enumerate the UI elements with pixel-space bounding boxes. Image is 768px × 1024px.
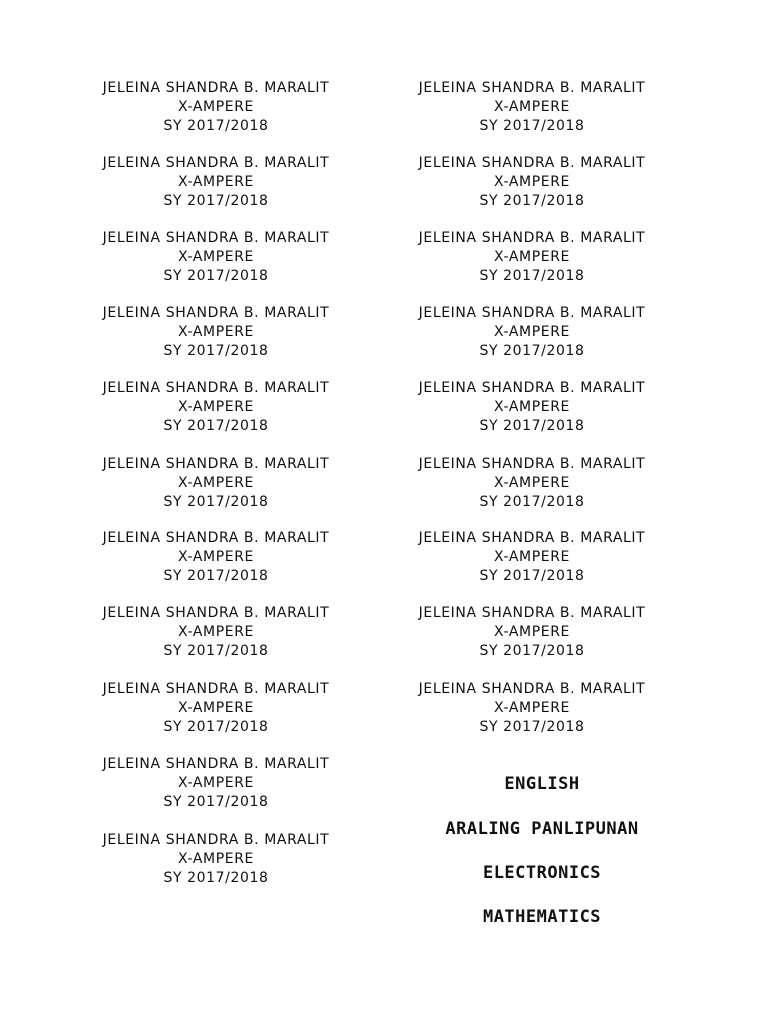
school-year: SY 2017/2018 [163,568,269,584]
section-name: X-AMPERE [178,99,254,115]
name-label [66,379,366,436]
section-name: X-AMPERE [494,475,570,491]
section-name: X-AMPERE [494,324,570,340]
student-name: JELEINA SHANDRA B. MARALIT [102,456,330,472]
student-name: JELEINA SHANDRA B. MARALIT [418,230,646,246]
school-year: SY 2017/2018 [479,193,585,209]
student-name: JELEINA SHANDRA B. MARALIT [418,530,646,546]
student-name: JELEINA SHANDRA B. MARALIT [102,681,330,697]
school-year: SY 2017/2018 [479,568,585,584]
school-year: SY 2017/2018 [163,794,269,810]
name-label [382,79,682,136]
school-year: SY 2017/2018 [479,719,585,735]
student-name: JELEINA SHANDRA B. MARALIT [418,305,646,321]
school-year: SY 2017/2018 [479,268,585,284]
student-name: JELEINA SHANDRA B. MARALIT [102,80,330,96]
section-name: X-AMPERE [178,174,254,190]
school-year: SY 2017/2018 [163,418,269,434]
student-name: JELEINA SHANDRA B. MARALIT [418,155,646,171]
name-label [66,680,366,737]
subject-label: ELECTRONICS [482,863,602,883]
student-name: JELEINA SHANDRA B. MARALIT [418,456,646,472]
student-name: JELEINA SHANDRA B. MARALIT [102,756,330,772]
name-label [382,154,682,211]
section-name: X-AMPERE [178,624,254,640]
student-name: JELEINA SHANDRA B. MARALIT [102,305,330,321]
name-label [66,229,366,286]
section-name: X-AMPERE [494,549,570,565]
section-name: X-AMPERE [178,324,254,340]
section-name: X-AMPERE [178,700,254,716]
student-name: JELEINA SHANDRA B. MARALIT [102,230,330,246]
section-name: X-AMPERE [178,775,254,791]
student-name: JELEINA SHANDRA B. MARALIT [102,155,330,171]
name-label [382,229,682,286]
student-name: JELEINA SHANDRA B. MARALIT [102,530,330,546]
school-year: SY 2017/2018 [479,118,585,134]
section-name: X-AMPERE [494,174,570,190]
name-label [382,379,682,436]
school-year: SY 2017/2018 [163,719,269,735]
school-year: SY 2017/2018 [163,870,269,886]
section-name: X-AMPERE [494,99,570,115]
name-label [382,604,682,661]
name-label [382,304,682,361]
name-label [66,154,366,211]
section-name: X-AMPERE [178,399,254,415]
school-year: SY 2017/2018 [479,418,585,434]
school-year: SY 2017/2018 [163,343,269,359]
student-name: JELEINA SHANDRA B. MARALIT [418,681,646,697]
subject-label: ARALING PANLIPUNAN [445,819,639,839]
student-name: JELEINA SHANDRA B. MARALIT [102,380,330,396]
school-year: SY 2017/2018 [163,268,269,284]
school-year: SY 2017/2018 [479,643,585,659]
name-label [66,455,366,512]
student-name: JELEINA SHANDRA B. MARALIT [102,605,330,621]
name-label [66,529,366,586]
name-label [66,755,366,812]
section-name: X-AMPERE [178,475,254,491]
student-name: JELEINA SHANDRA B. MARALIT [418,380,646,396]
name-label [66,304,366,361]
name-label [382,680,682,737]
name-label [66,604,366,661]
section-name: X-AMPERE [494,700,570,716]
subject-label: ENGLISH [504,774,580,794]
school-year: SY 2017/2018 [163,193,269,209]
name-label [66,831,366,888]
school-year: SY 2017/2018 [163,643,269,659]
section-name: X-AMPERE [494,249,570,265]
student-name: JELEINA SHANDRA B. MARALIT [102,832,330,848]
student-name: JELEINA SHANDRA B. MARALIT [418,80,646,96]
student-name: JELEINA SHANDRA B. MARALIT [418,605,646,621]
section-name: X-AMPERE [494,399,570,415]
section-name: X-AMPERE [178,249,254,265]
school-year: SY 2017/2018 [479,494,585,510]
school-year: SY 2017/2018 [479,343,585,359]
subject-label: MATHEMATICS [482,907,602,927]
school-year: SY 2017/2018 [163,494,269,510]
name-label [382,455,682,512]
name-label [66,79,366,136]
school-year: SY 2017/2018 [163,118,269,134]
name-label [382,529,682,586]
section-name: X-AMPERE [178,549,254,565]
section-name: X-AMPERE [494,624,570,640]
section-name: X-AMPERE [178,851,254,867]
